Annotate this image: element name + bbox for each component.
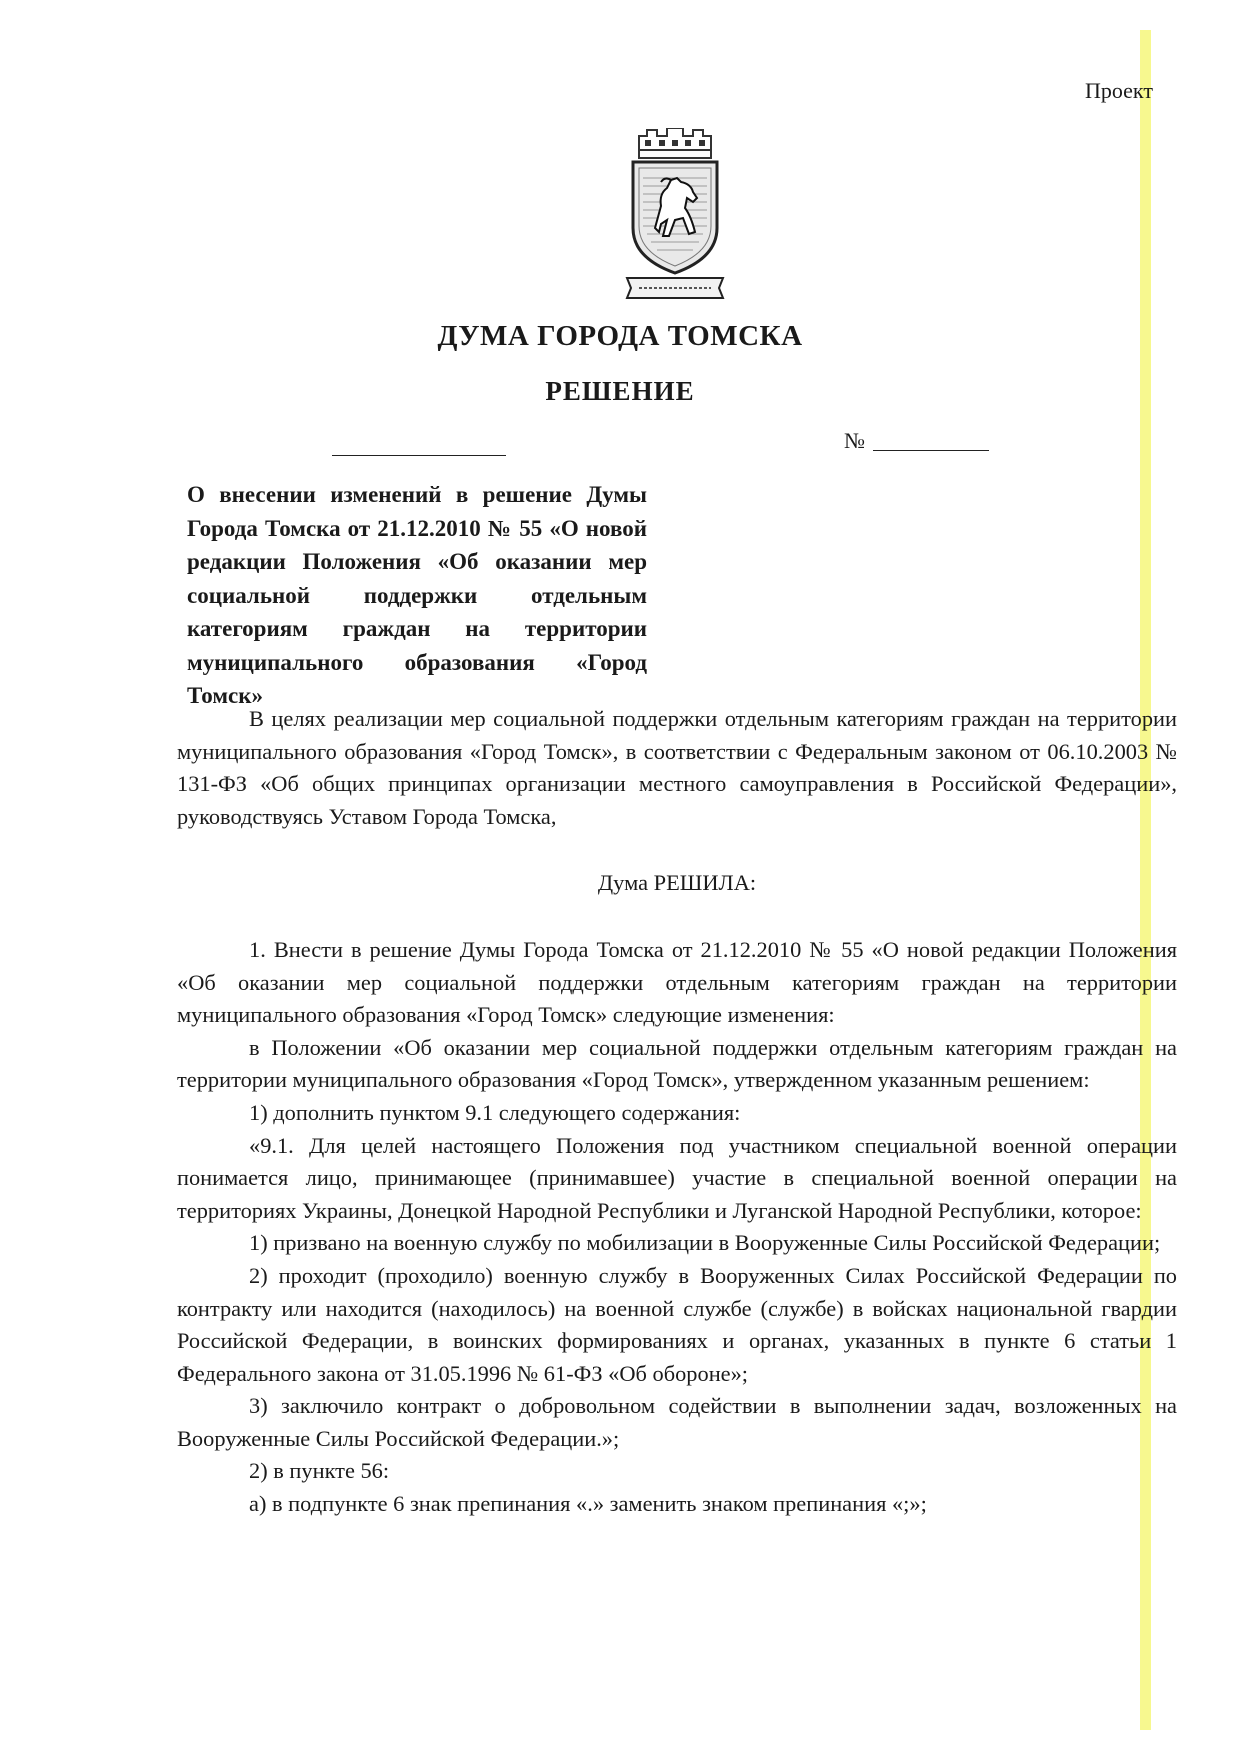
council-title: ДУМА ГОРОДА ТОМСКА	[437, 320, 803, 352]
number-blank-line	[873, 432, 989, 451]
body-paragraph: 2) в пункте 56:	[249, 1458, 390, 1484]
body-paragraph: 1) дополнить пунктом 9.1 следующего содержания:	[249, 1099, 741, 1125]
preamble-paragraph: В целях реализации мер социальной поддержки отдельным категориям граждан на территории муниципального образования «Город Томск», в соответствии с Федеральным законом от 06.10.2003 № 131-ФЗ «Об общих принципах организации местного самоуправления в Российской Федерации», руководствуясь Уставом Города Томска,	[177, 706, 1177, 829]
body-paragraph: «9.1. Для целей настоящего Положения под участником специальной военной операции понимается лицо, принимающее (принимавшее) участие в специальной военной операции на территориях Украины, Донецкой Народной Республики и Луганской Народной Республики, которое:	[177, 1132, 1177, 1223]
body-paragraph: 1) призвано на военную службу по мобилизации в Вооруженные Силы Российской Федерации;	[249, 1230, 1161, 1256]
coat-of-arms-icon	[625, 128, 725, 306]
decision-number-field	[844, 428, 989, 454]
date-blank-line	[332, 455, 506, 456]
document-body	[177, 703, 1177, 1521]
number-label: №	[844, 428, 865, 453]
body-paragraph: 2) проходит (проходило) военную службу в Вооруженных Силах Российской Федерации по контракту или находится (находилось) на военной службе (службе) в войсках национальной гвардии Российской Федерации, в воинских формированиях и органах, указанных в пункте 6 статьи 1 Федерального закона от 31.05.1996 № 61-ФЗ «Об обороне»;	[177, 1262, 1177, 1386]
body-paragraph: в Положении «Об оказании мер социальной поддержки отдельным категориям граждан на территории муниципального образования «Город Томск», утвержденном указанным решением:	[177, 1034, 1177, 1093]
resolved-heading: Дума РЕШИЛА:	[597, 870, 757, 896]
body-paragraph: 3) заключило контракт о добровольном содействии в выполнении задач, возложенных на Вооруженные Силы Российской Федерации.»;	[177, 1393, 1177, 1451]
decision-heading: РЕШЕНИЕ	[545, 376, 695, 406]
draft-label: Проект	[1085, 78, 1153, 103]
body-paragraph: 1. Внести в решение Думы Города Томска от 21.12.2010 № 55 «О новой редакции Положения «Об оказании мер социальной поддержки отдельным категориям граждан на территории муниципального образования «Город Томск» следующие изменения:	[177, 936, 1177, 1028]
body-paragraph: а) в подпункте 6 знак препинания «.» заменить знаком препинания «;»;	[249, 1491, 927, 1517]
document-subject-title: О внесении изменений в решение Думы Города Томска от 21.12.2010 № 55 «О новой редакции Положения «Об оказании мер социальной поддержки отдельным категориям граждан на территории муниципального образования «Город Томск»	[187, 482, 647, 708]
